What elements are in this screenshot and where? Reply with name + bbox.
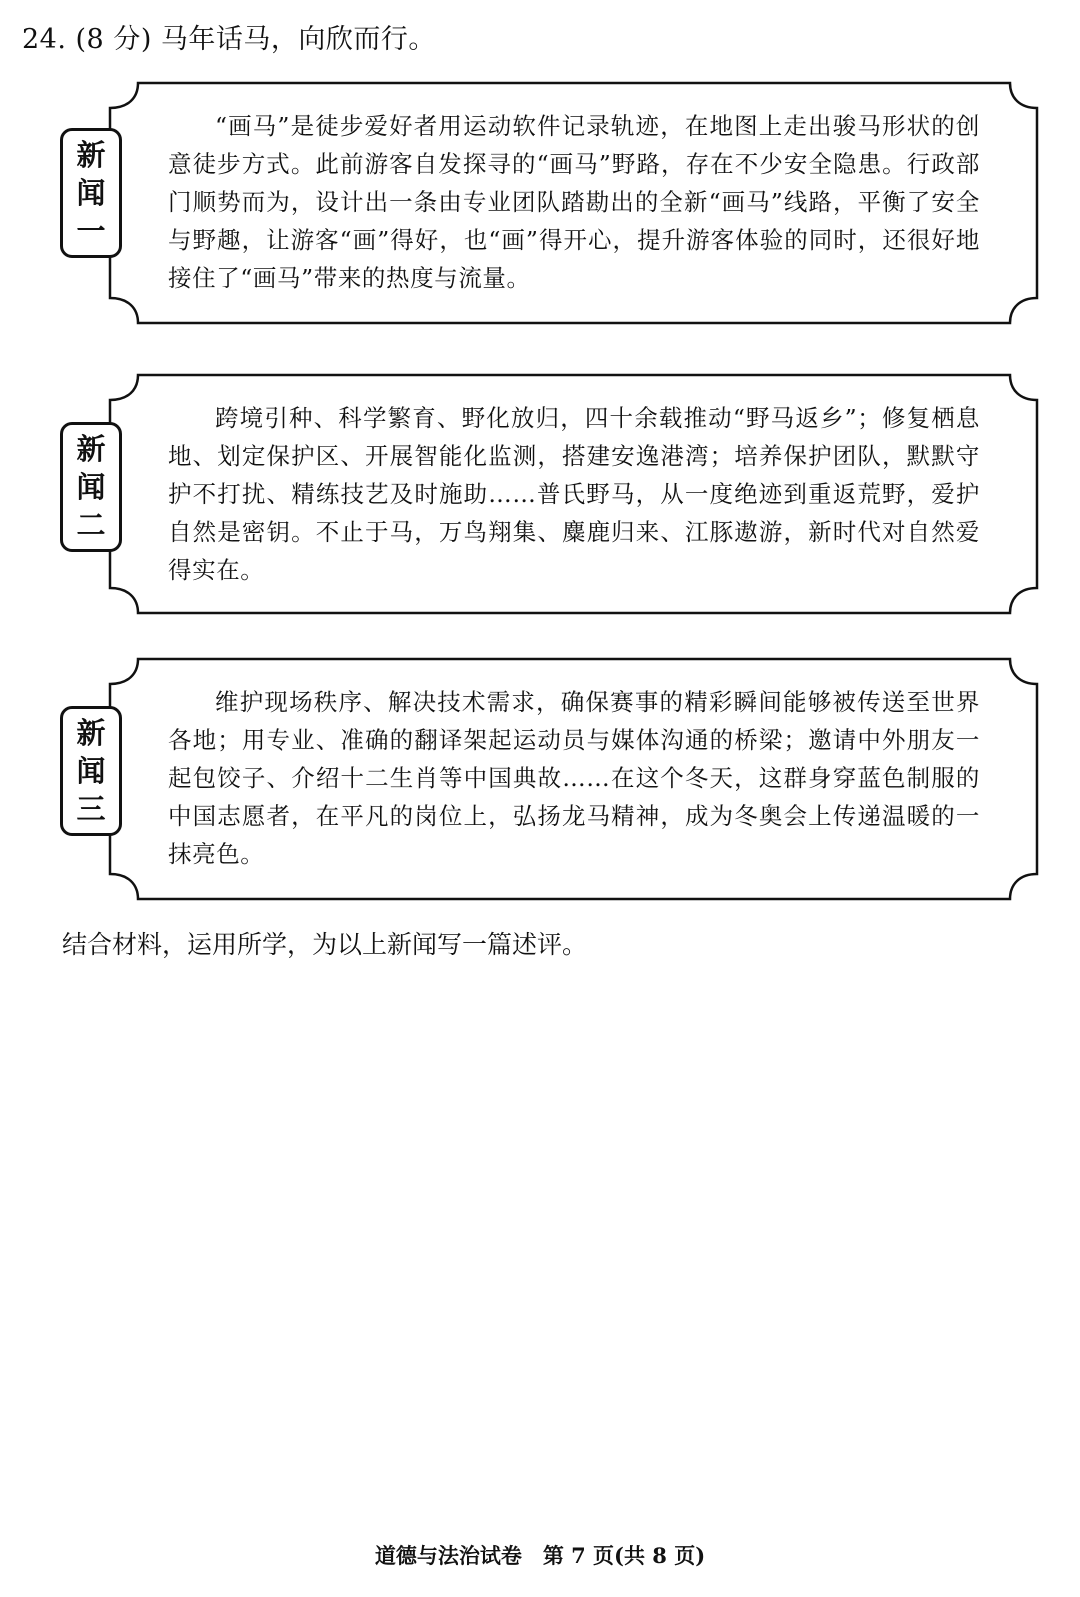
news-tag-char: 闻 [76, 470, 106, 504]
news-text: “画马”是徒步爱好者用运动软件记录轨迹，在地图上走出骏马形状的创意徒步方式。此前游客自发探寻的“画马”野路，存在不少安全隐患。行政部门顺势而为，设计出一条由专业团队踏勘出的全新“画马”线路，平衡了安全与野趣，让游客“画”得好，也“画”得开心，提升游客体验的同时，还很好地接住了“画马”带来的热度与流量。 [168, 112, 980, 292]
news-text: 跨境引种、科学繁育、野化放归，四十余载推动“野马返乡”；修复栖息地、划定保护区、开展智能化监测，搭建安逸港湾；培养保护团队，默默守护不打扰、精练技艺及时施助……普氏野马，从一度绝迹到重返荒野，爱护自然是密钥。不止于马，万鸟翔集、麋鹿归来、江豚遨游，新时代对自然爱得实在。 [168, 404, 980, 584]
question-instruction: 结合材料，运用所学，为以上新闻写一篇述评。 [62, 930, 588, 959]
news-tag-char: 新 [76, 138, 106, 172]
news-tag [60, 706, 122, 836]
news-block-2 [60, 372, 1040, 616]
question-title: 24. (8 分) 马年话马，向欣而行。 [22, 24, 436, 55]
news-block-3 [60, 656, 1040, 902]
news-tag-char: 一 [76, 214, 106, 248]
news-block-1 [60, 80, 1040, 326]
news-text: 维护现场秩序、解决技术需求，确保赛事的精彩瞬间能够被传送至世界各地；用专业、准确的翻译架起运动员与媒体沟通的桥梁；邀请中外朋友一起包饺子、介绍十二生肖等中国典故……在这个冬天，这群身穿蓝色制服的中国志愿者，在平凡的岗位上，弘扬龙马精神，成为冬奥会上传递温暖的一抹亮色。 [168, 688, 980, 868]
news-tag-char: 闻 [76, 754, 106, 788]
news-tag-char: 三 [76, 792, 106, 826]
news-tag-char: 新 [76, 716, 106, 750]
news-tag-char: 新 [76, 432, 106, 466]
news-tag-char: 闻 [76, 176, 106, 210]
news-tag [60, 128, 122, 258]
news-tag [60, 422, 122, 552]
page-footer: 道德与法治试卷 第 7 页(共 8 页) [374, 1543, 706, 1568]
news-tag-char: 二 [76, 508, 106, 542]
